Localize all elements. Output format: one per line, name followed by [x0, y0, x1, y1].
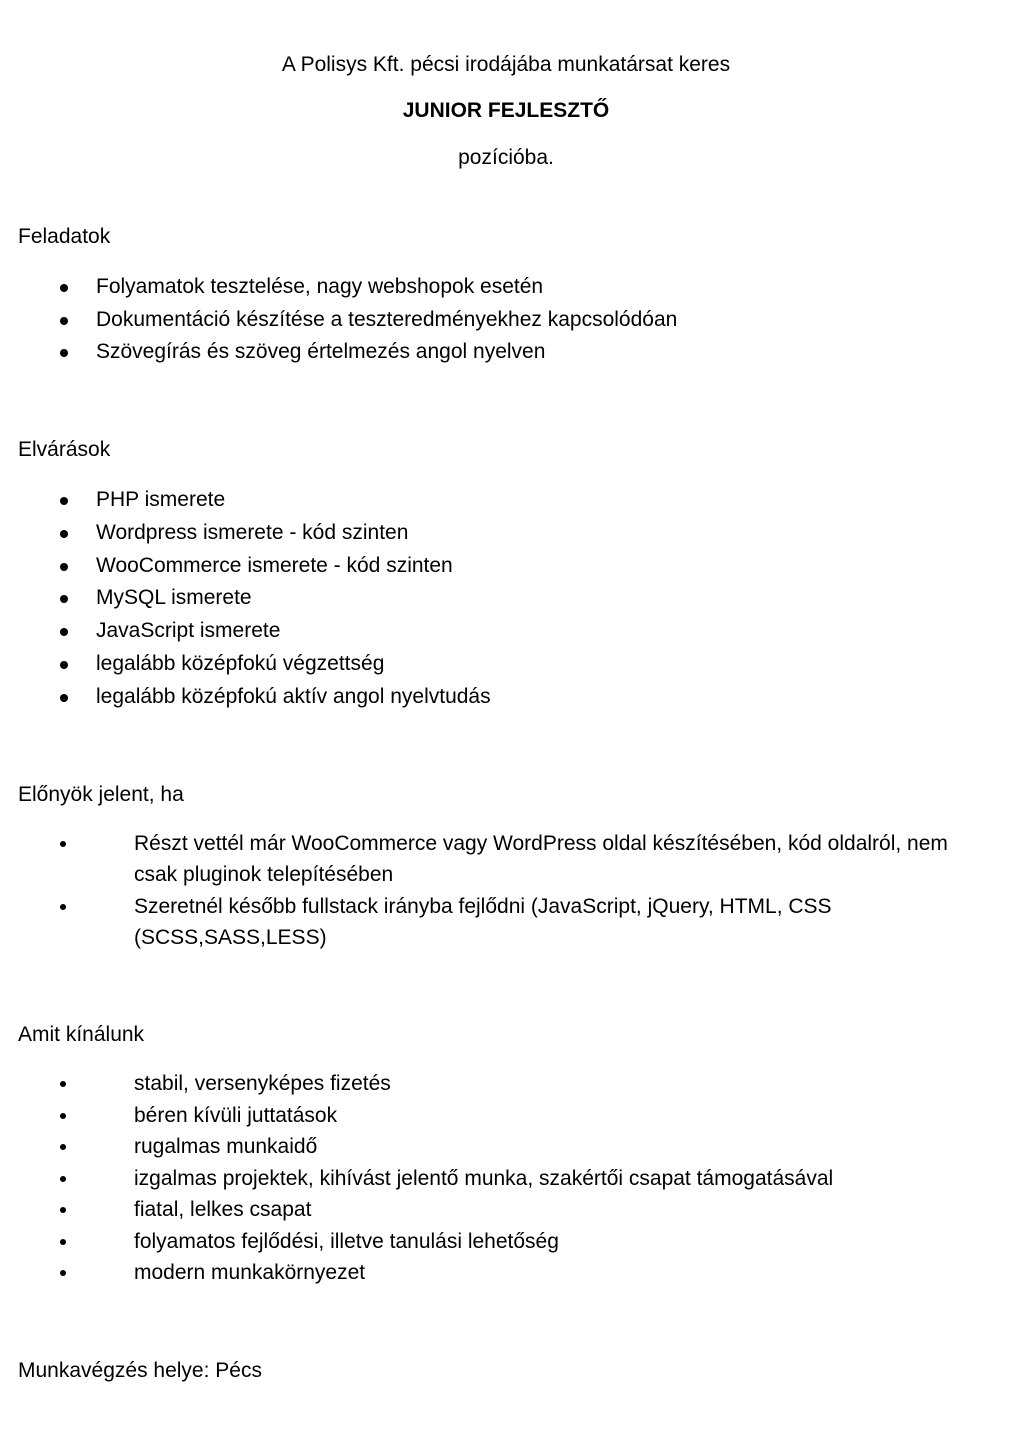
list-item-text: Wordpress ismerete - kód szinten [96, 521, 409, 544]
requirements-heading: Elvárások [18, 438, 111, 461]
list-item-text: MySQL ismerete [96, 586, 252, 609]
intro-text: A Polisys Kft. pécsi irodájába munkatársat keres [281, 53, 731, 76]
position-suffix: pozícióba. [458, 146, 554, 169]
bullet-icon [60, 661, 68, 669]
bullet-icon [60, 1081, 66, 1087]
bullet-icon [60, 497, 68, 505]
bullet-icon [60, 1270, 66, 1276]
list-item-text: legalább középfokú aktív angol nyelvtudás [96, 685, 491, 708]
list-item-text: izgalmas projektek, kihívást jelentő munka, szakértői csapat támogatásával [134, 1167, 834, 1190]
list-item-text: WooCommerce ismerete - kód szinten [96, 554, 453, 577]
bullet-icon [60, 349, 68, 357]
bullet-icon [60, 1207, 66, 1213]
bullet-icon [60, 317, 68, 325]
list-item-text: modern munkakörnyezet [134, 1261, 366, 1284]
position-title: JUNIOR FEJLESZTŐ [402, 99, 610, 122]
list-item-text: Folyamatok tesztelése, nagy webshopok esetén [96, 275, 544, 298]
bullet-icon [60, 563, 68, 571]
list-item-text: Szövegírás és szöveg értelmezés angol nyelven [96, 340, 546, 363]
bullet-icon [60, 1113, 66, 1119]
list-item-text: stabil, versenyképes fizetés [134, 1072, 391, 1095]
offer-heading: Amit kínálunk [18, 1023, 145, 1046]
bullet-icon [60, 284, 68, 292]
list-item-text: fiatal, lelkes csapat [134, 1198, 312, 1221]
tasks-heading: Feladatok [18, 225, 111, 248]
bullet-icon [60, 694, 68, 702]
list-item-text: JavaScript ismerete [96, 619, 281, 642]
list-item-text: PHP ismerete [96, 488, 226, 511]
bullet-icon [60, 595, 68, 603]
work-location: Munkavégzés helye: Pécs [18, 1359, 262, 1382]
list-item-text: legalább középfokú végzettség [96, 652, 385, 675]
list-item-text: Részt vettél már WooCommerce vagy WordPress oldal készítésében, kód oldalról, nem csak pluginok telepítésében [134, 832, 948, 886]
list-item-text: folyamatos fejlődési, illetve tanulási lehetőség [134, 1230, 559, 1253]
list-item-text: béren kívüli juttatások [134, 1104, 338, 1127]
list-item-text: rugalmas munkaidő [134, 1135, 318, 1158]
bullet-icon [60, 1144, 66, 1150]
bullet-icon [60, 841, 66, 847]
bullet-icon [60, 1239, 66, 1245]
list-item-text: Dokumentáció készítése a teszteredményekhez kapcsolódóan [96, 308, 678, 331]
bullet-icon [60, 530, 68, 538]
bullet-icon [60, 628, 68, 636]
bullet-icon [60, 1176, 66, 1182]
list-item-text: Szeretnél később fullstack irányba fejlődni (JavaScript, jQuery, HTML, CSS (SCSS,SASS,LESS) [134, 895, 832, 949]
bullet-icon [60, 904, 66, 910]
advantages-heading: Előnyök jelent, ha [18, 783, 184, 806]
